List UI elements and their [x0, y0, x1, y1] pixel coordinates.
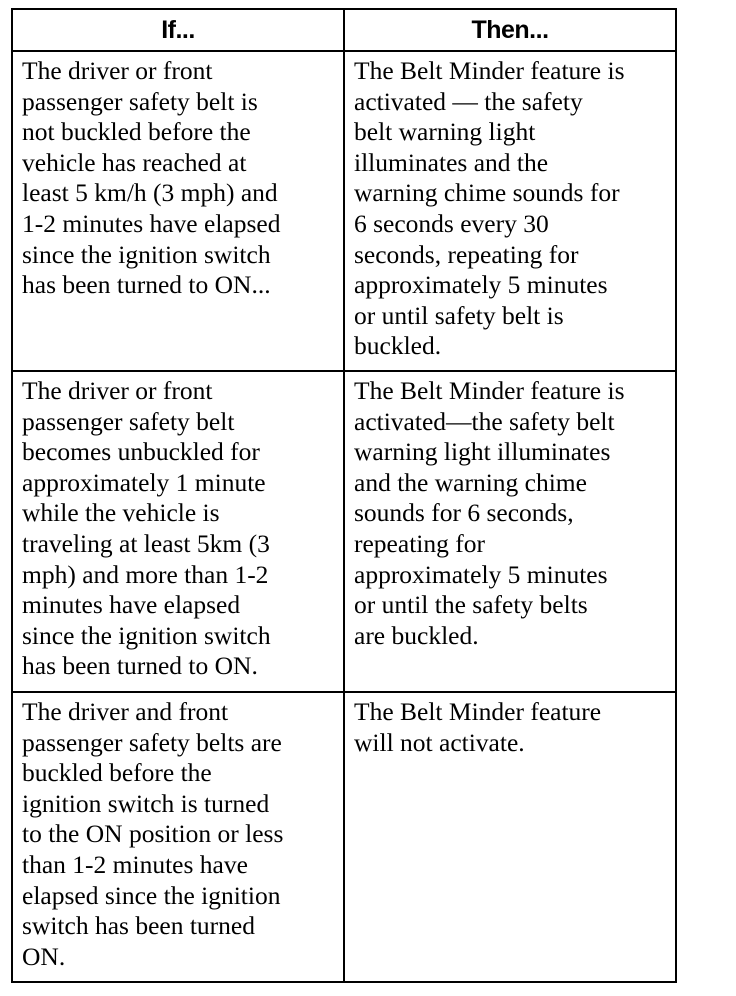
header-then: Then... [344, 9, 676, 51]
text-line: seconds, repeating for [354, 239, 579, 269]
text-line: switch has been turned [22, 911, 255, 941]
table-row [12, 51, 676, 371]
text-line: are buckled. [354, 620, 479, 650]
table-row [12, 371, 676, 692]
text-line: approximately 5 minutes [354, 270, 608, 300]
text-line: passenger safety belts are [22, 727, 282, 757]
text-line: ignition switch is turned [22, 788, 270, 818]
text-line: The driver and front [22, 697, 229, 726]
text-line: The Belt Minder feature is [354, 376, 625, 405]
text-line: has been turned to ON. [22, 651, 258, 681]
table-header-row [12, 9, 676, 51]
text-line: has been turned to ON... [22, 270, 271, 300]
text-line: activated—the safety belt [354, 406, 615, 436]
text-line: approximately 1 minute [22, 467, 266, 497]
text-line: minutes have elapsed [22, 590, 241, 620]
text-line: becomes unbuckled for [22, 437, 260, 467]
text-line: belt warning light [354, 117, 536, 147]
text-line: The driver or front [22, 376, 213, 405]
text-line: since the ignition switch [22, 620, 271, 650]
text-line: passenger safety belt [22, 406, 235, 436]
text-line: passenger safety belt is [22, 86, 258, 116]
header-if: If... [12, 9, 344, 51]
then-cell [344, 371, 676, 692]
text-line: illuminates and the [354, 147, 549, 177]
if-cell [12, 51, 344, 371]
text-line: elapsed since the ignition [22, 880, 281, 910]
text-line: 1-2 minutes have elapsed [22, 208, 281, 238]
text-line: or until safety belt is [354, 300, 564, 330]
belt-minder-table [11, 8, 677, 983]
text-line: to the ON position or less [22, 819, 284, 849]
text-line: activated — the safety [354, 86, 583, 116]
text-line: and the warning chime [354, 467, 587, 497]
text-line: The Belt Minder feature is [354, 56, 625, 85]
text-line: traveling at least 5km (3 [22, 528, 270, 558]
text-line: warning chime sounds for [354, 178, 620, 208]
text-line: ON. [22, 941, 66, 971]
text-line: The Belt Minder feature [354, 697, 602, 726]
text-line: will not activate. [354, 727, 525, 757]
if-cell [12, 692, 344, 982]
then-cell [344, 51, 676, 371]
text-line: buckled before the [22, 758, 212, 788]
text-line: sounds for 6 seconds, [354, 498, 574, 528]
text-line: repeating for [354, 528, 485, 558]
text-line: 6 seconds every 30 [354, 208, 549, 238]
text-line: buckled. [354, 331, 442, 361]
text-line: least 5 km/h (3 mph) and [22, 178, 278, 208]
text-line: The driver or front [22, 56, 213, 85]
text-line: since the ignition switch [22, 239, 271, 269]
table-row [12, 692, 676, 982]
text-line: warning light illuminates [354, 437, 611, 467]
text-line: not buckled before the [22, 117, 251, 147]
text-line: while the vehicle is [22, 498, 220, 528]
text-line: mph) and more than 1-2 [22, 559, 269, 589]
text-line: than 1-2 minutes have [22, 849, 248, 879]
text-line: approximately 5 minutes [354, 559, 608, 589]
text-line: vehicle has reached at [22, 147, 247, 177]
if-cell [12, 371, 344, 692]
then-cell [344, 692, 676, 982]
text-line: or until the safety belts [354, 590, 588, 620]
